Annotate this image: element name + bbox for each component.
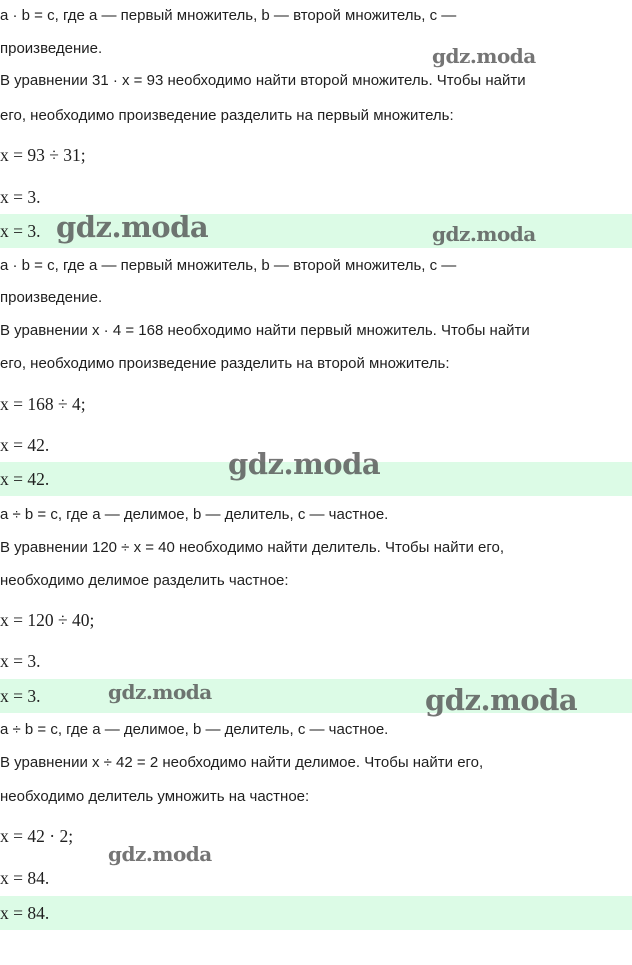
definition-line: a · b = c, где a — первый множитель, b — второй множитель, c —	[0, 257, 457, 274]
explanation-line: необходимо делимое разделить частное:	[0, 572, 289, 589]
watermark-logo: gdz.moda	[228, 447, 381, 481]
watermark-logo: gdz.moda	[108, 680, 212, 704]
watermark-logo: gdz.moda	[108, 842, 212, 866]
definition-line: a ÷ b = c, где a — делимое, b — делитель, c — частное.	[0, 506, 389, 523]
explanation-line: В уравнении 31 · x = 93 необходимо найти второй множитель. Чтобы найти	[0, 72, 526, 89]
answer-text: x = 42.	[0, 469, 50, 489]
solution-step: x = 168 ÷ 4;	[0, 394, 86, 414]
explanation-line: В уравнении x ÷ 42 = 2 необходимо найти делимое. Чтобы найти его,	[0, 754, 484, 771]
definition-line: a · b = c, где a — первый множитель, b — второй множитель, c —	[0, 7, 457, 24]
watermark-logo: gdz.moda	[425, 683, 578, 717]
explanation-line: его, необходимо произведение разделить на первый множитель:	[0, 107, 454, 124]
explanation-line: его, необходимо произведение разделить на второй множитель:	[0, 355, 450, 372]
solution-step: x = 93 ÷ 31;	[0, 145, 86, 165]
solution-step: x = 120 ÷ 40;	[0, 610, 95, 630]
solution-step: x = 3.	[0, 651, 41, 671]
solution-step: x = 42.	[0, 435, 50, 455]
watermark-logo: gdz.moda	[432, 44, 536, 68]
answer-text: x = 3.	[0, 686, 41, 706]
answer-text: x = 3.	[0, 221, 41, 241]
answer-text: x = 84.	[0, 903, 50, 923]
explanation-line: необходимо делитель умножить на частное:	[0, 788, 310, 805]
explanation-line: В уравнении x · 4 = 168 необходимо найти первый множитель. Чтобы найти	[0, 322, 530, 339]
watermark-logo: gdz.moda	[432, 222, 536, 246]
solution-step: x = 42 · 2;	[0, 826, 74, 846]
solution-step: x = 3.	[0, 187, 41, 207]
explanation-line: В уравнении 120 ÷ x = 40 необходимо найти делитель. Чтобы найти его,	[0, 539, 504, 556]
definition-line: произведение.	[0, 40, 103, 57]
watermark-logo: gdz.moda	[56, 210, 209, 244]
definition-line: произведение.	[0, 289, 103, 306]
definition-line: a ÷ b = c, где a — делимое, b — делитель, c — частное.	[0, 721, 389, 738]
solution-step: x = 84.	[0, 868, 50, 888]
answer-band	[0, 896, 632, 930]
